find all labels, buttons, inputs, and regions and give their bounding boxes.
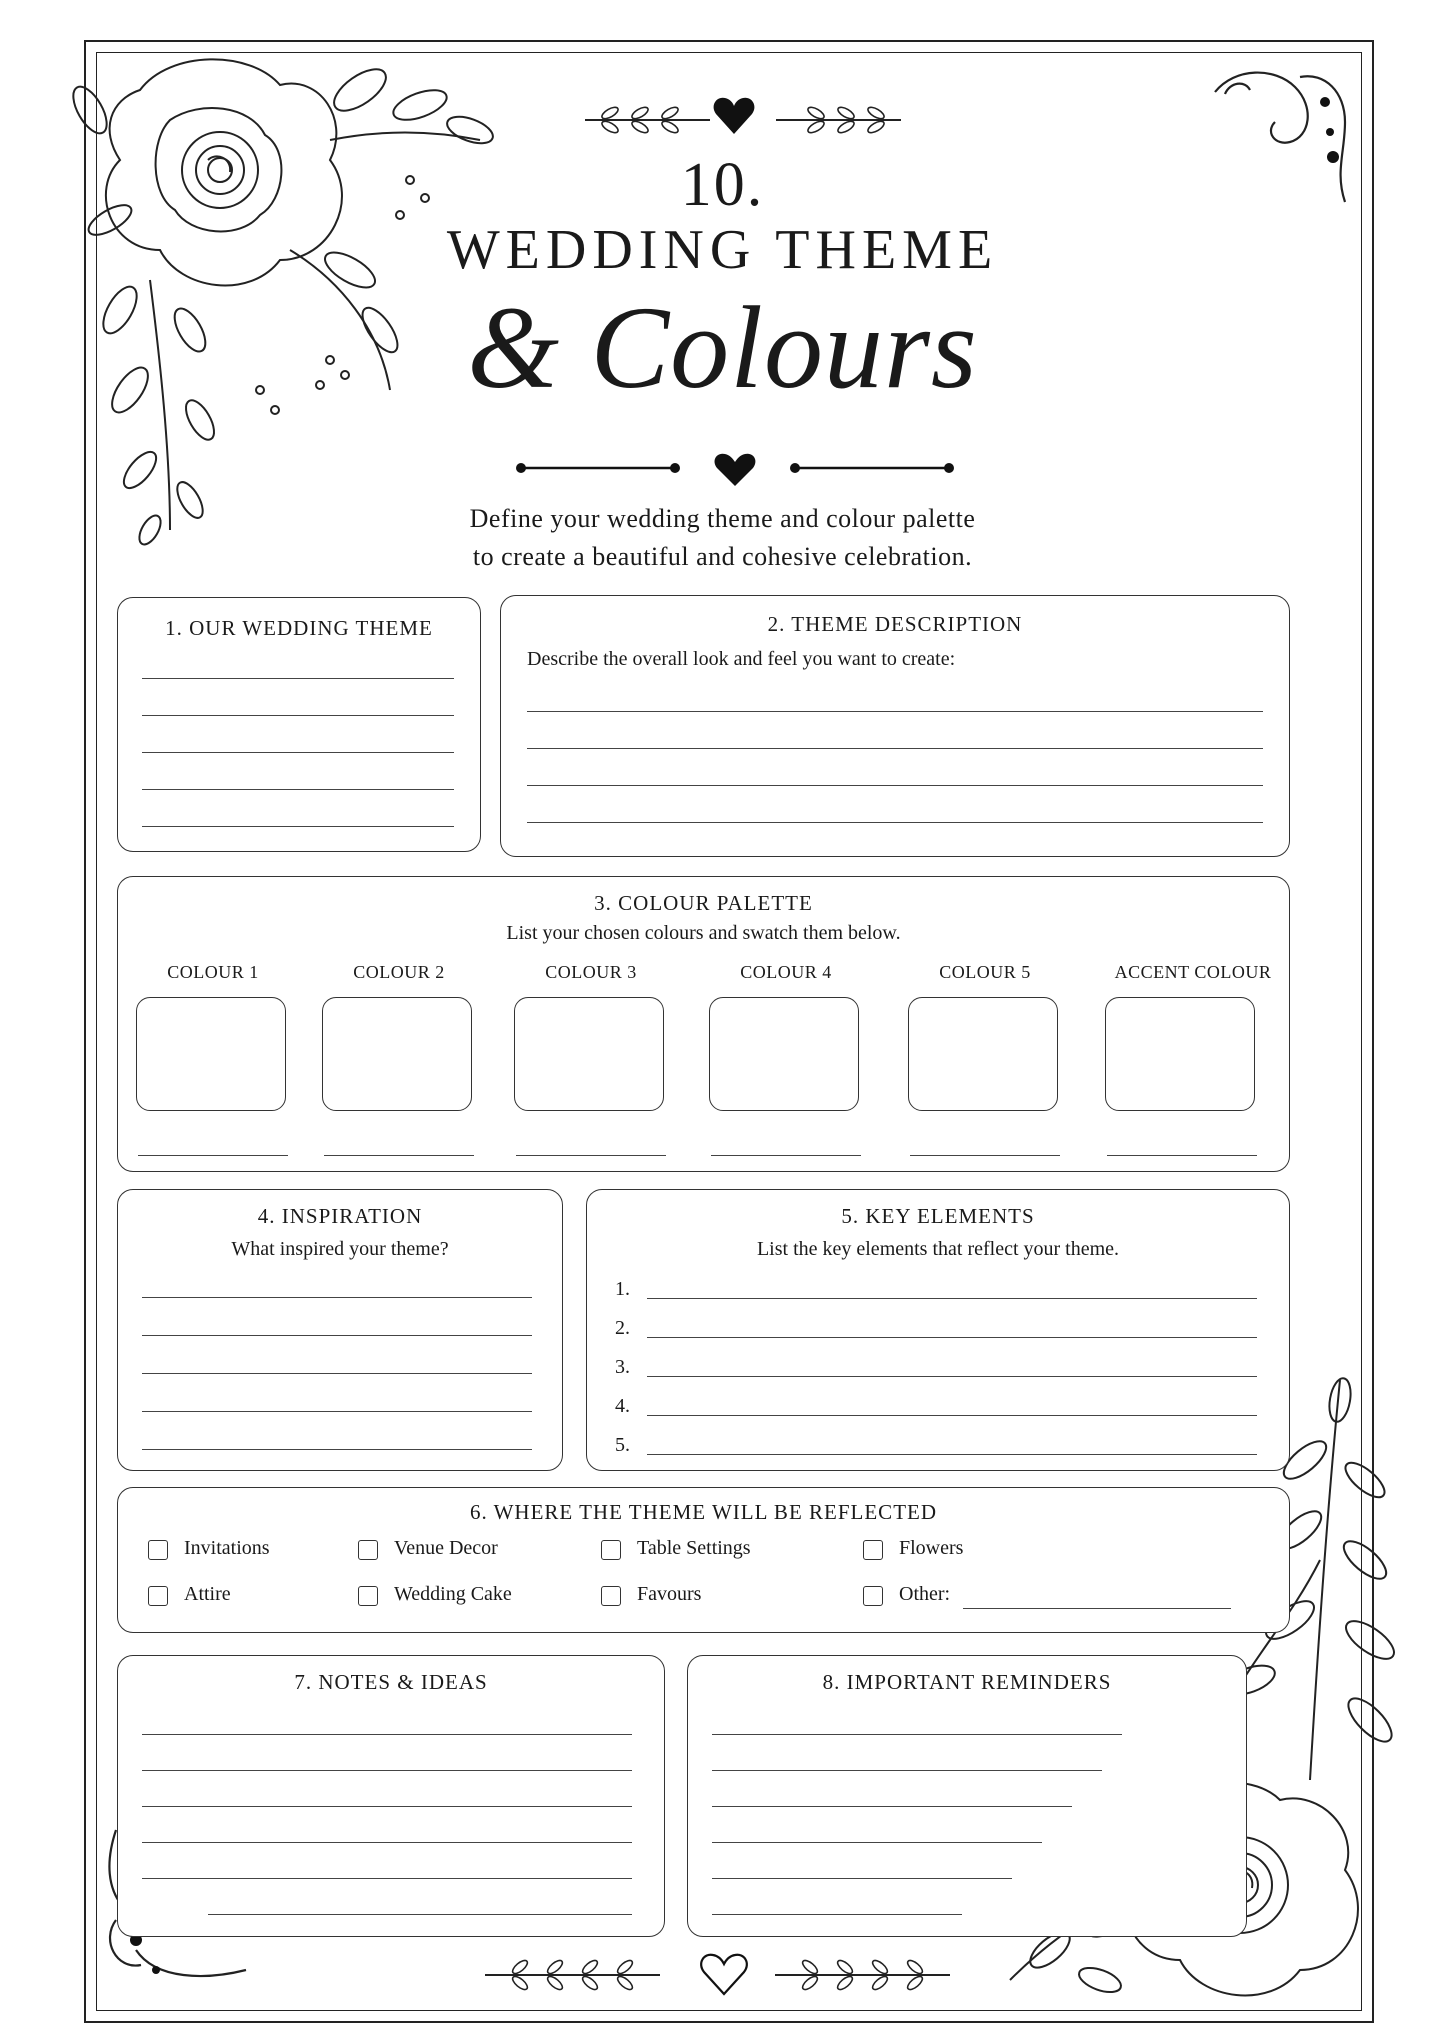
colour-name-line[interactable] — [324, 1155, 474, 1156]
section-title: 5. KEY ELEMENTS — [841, 1204, 1035, 1228]
page-script-title: & Colours — [467, 282, 978, 413]
colour-name-line[interactable] — [138, 1155, 288, 1156]
checkbox-label: Venue Decor — [394, 1537, 498, 1559]
colour-swatch[interactable] — [1105, 997, 1255, 1111]
checkbox-label: Attire — [184, 1583, 231, 1605]
rose-corner-icon — [50, 30, 510, 550]
section-notes-ideas — [117, 1655, 665, 1937]
colour-swatch[interactable] — [322, 997, 472, 1111]
swatch-label: COLOUR 4 — [740, 962, 832, 982]
section-title: 6. WHERE THE THEME WILL BE REFLECTED — [469, 1500, 938, 1524]
list-number: 5. — [615, 1434, 630, 1456]
writing-line[interactable] — [712, 1914, 962, 1915]
writing-line[interactable] — [142, 826, 454, 827]
writing-line[interactable] — [142, 1878, 632, 1879]
checkbox-invitations[interactable] — [148, 1540, 168, 1560]
swatch-label: COLOUR 3 — [545, 962, 637, 982]
section-title: 2. THEME DESCRIPTION — [767, 612, 1023, 636]
checkbox-wedding-cake[interactable] — [358, 1586, 378, 1606]
writing-line[interactable] — [647, 1415, 1257, 1416]
writing-line[interactable] — [142, 752, 454, 753]
laurel-icon — [765, 1955, 955, 1995]
checkbox-other[interactable] — [863, 1586, 883, 1606]
page-number: 10. — [680, 151, 765, 219]
colour-swatch[interactable] — [709, 997, 859, 1111]
checkbox-table-settings[interactable] — [601, 1540, 621, 1560]
colour-name-line[interactable] — [910, 1155, 1060, 1156]
section-title: 1. OUR WEDDING THEME — [165, 616, 433, 640]
writing-line[interactable] — [142, 789, 454, 790]
section-prompt: What inspired your theme? — [231, 1238, 449, 1260]
laurel-icon — [480, 1955, 670, 1995]
swatch-label: COLOUR 1 — [167, 962, 259, 982]
writing-line[interactable] — [142, 1842, 632, 1843]
writing-line[interactable] — [142, 1373, 532, 1374]
colour-name-line[interactable] — [1107, 1155, 1257, 1156]
checkbox-label: Other: — [899, 1583, 951, 1605]
heart-icon — [698, 1952, 750, 1998]
section-prompt: List the key elements that reflect your theme. — [756, 1238, 1120, 1260]
checkbox-flowers[interactable] — [863, 1540, 883, 1560]
list-number: 1. — [615, 1278, 630, 1300]
checkbox-label: Wedding Cake — [394, 1583, 512, 1605]
section-colour-palette — [117, 876, 1290, 1172]
section-title: 8. IMPORTANT REMINDERS — [822, 1670, 1112, 1694]
intro-line-2: to create a beautiful and cohesive celebration. — [472, 542, 973, 571]
section-prompt: List your chosen colours and swatch them below. — [506, 922, 901, 944]
writing-line[interactable] — [647, 1454, 1257, 1455]
section-title: 4. INSPIRATION — [257, 1204, 423, 1228]
checkbox-favours[interactable] — [601, 1586, 621, 1606]
checkbox-label: Flowers — [899, 1537, 964, 1559]
writing-line[interactable] — [527, 748, 1263, 749]
list-number: 4. — [615, 1395, 630, 1417]
section-key-elements — [586, 1189, 1290, 1471]
list-number: 2. — [615, 1317, 630, 1339]
swatch-label: ACCENT COLOUR — [1114, 962, 1272, 982]
checkbox-venue-decor[interactable] — [358, 1540, 378, 1560]
writing-line[interactable] — [527, 711, 1263, 712]
writing-line[interactable] — [142, 678, 454, 679]
list-number: 3. — [615, 1356, 630, 1378]
flourish-icon — [1205, 62, 1355, 212]
writing-line[interactable] — [142, 1297, 532, 1298]
writing-line[interactable] — [712, 1878, 1012, 1879]
page-title: WEDDING THEME — [446, 219, 999, 281]
swatch-label: COLOUR 5 — [939, 962, 1031, 982]
checkbox-attire[interactable] — [148, 1586, 168, 1606]
checkbox-label: Invitations — [184, 1537, 270, 1559]
writing-line[interactable] — [142, 1806, 632, 1807]
writing-line[interactable] — [712, 1734, 1122, 1735]
laurel-icon — [580, 100, 720, 140]
section-title: 3. COLOUR PALETTE — [594, 891, 813, 915]
writing-line[interactable] — [712, 1770, 1102, 1771]
writing-line[interactable] — [647, 1337, 1257, 1338]
writing-line[interactable] — [142, 1449, 532, 1450]
colour-swatch[interactable] — [514, 997, 664, 1111]
colour-name-line[interactable] — [711, 1155, 861, 1156]
section-prompt: Describe the overall look and feel you want to create: — [527, 648, 956, 670]
colour-swatch[interactable] — [136, 997, 286, 1111]
title-divider — [515, 452, 955, 488]
writing-line[interactable] — [647, 1298, 1257, 1299]
writing-line[interactable] — [712, 1842, 1042, 1843]
checkbox-label: Table Settings — [637, 1537, 751, 1559]
section-title: 7. NOTES & IDEAS — [294, 1670, 488, 1694]
colour-swatch[interactable] — [908, 997, 1058, 1111]
section-our-wedding-theme — [117, 597, 481, 852]
writing-line[interactable] — [712, 1806, 1072, 1807]
colour-name-line[interactable] — [516, 1155, 666, 1156]
section-theme-description — [500, 595, 1290, 857]
writing-line[interactable] — [527, 822, 1263, 823]
heart-icon — [712, 96, 756, 136]
writing-line[interactable] — [647, 1376, 1257, 1377]
swatch-label: COLOUR 2 — [353, 962, 445, 982]
section-inspiration — [117, 1189, 563, 1471]
other-input-line[interactable] — [963, 1608, 1231, 1609]
writing-line[interactable] — [142, 1411, 532, 1412]
laurel-icon — [766, 100, 906, 140]
heart-icon — [715, 454, 756, 486]
writing-line[interactable] — [208, 1914, 632, 1915]
writing-line[interactable] — [142, 1335, 532, 1336]
section-theme-reflected — [117, 1487, 1290, 1633]
writing-line[interactable] — [142, 715, 454, 716]
section-important-reminders — [687, 1655, 1247, 1937]
writing-line[interactable] — [527, 785, 1263, 786]
checkbox-label: Favours — [637, 1583, 702, 1605]
writing-line[interactable] — [142, 1734, 632, 1735]
writing-line[interactable] — [142, 1770, 632, 1771]
intro-line-1: Define your wedding theme and colour palette — [469, 504, 976, 533]
